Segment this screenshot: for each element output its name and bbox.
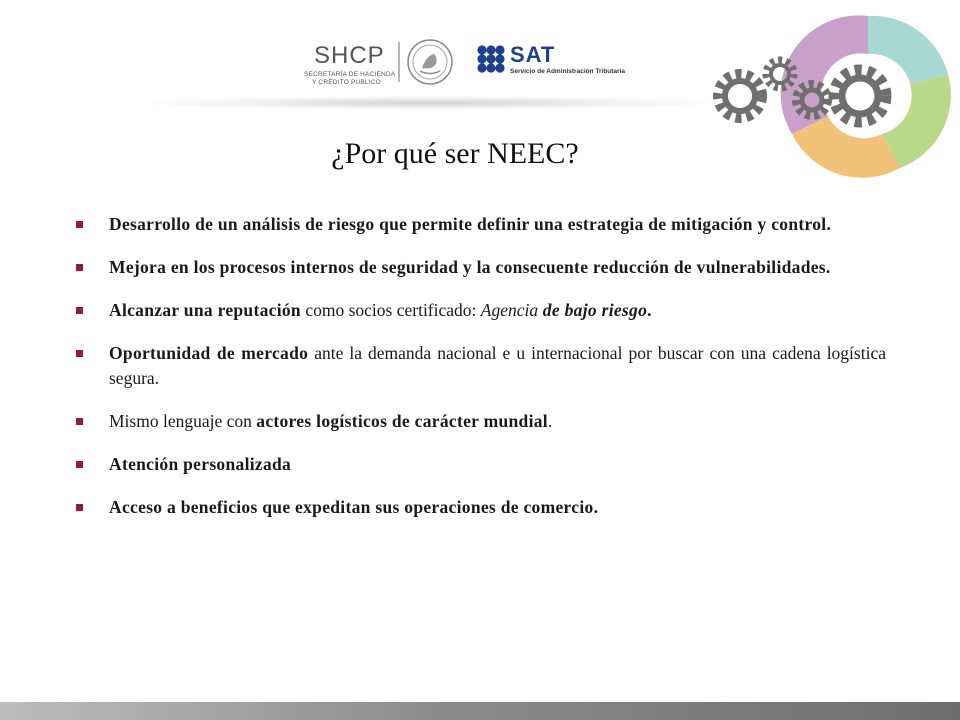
bullet-item — [72, 409, 886, 434]
sat-logo-subtitle: Servicio de Administración Tributaria — [510, 68, 625, 75]
sat-logo — [476, 44, 646, 78]
bullet-text: Atención personalizada — [109, 454, 292, 474]
shcp-logo-line1: SECRETARÍA DE HACIENDA — [304, 71, 396, 78]
bullet-marker-icon — [76, 264, 83, 271]
bullet-text: como socios certificado: — [300, 300, 481, 320]
slide-header — [0, 0, 960, 120]
bullet-marker-icon — [76, 350, 83, 357]
shcp-logo-line2: Y CRÉDITO PÚBLICO — [312, 79, 381, 86]
slide-title: ¿Por qué ser NEEC? — [331, 137, 579, 170]
bullet-text: Alcanzar una reputación — [109, 300, 301, 320]
bullet-text: Mejora en los procesos internos de seguridad y la consecuente reducción de vulnerabilidades. — [109, 257, 831, 277]
bullet-list — [72, 212, 886, 538]
bullet-item — [72, 452, 886, 477]
bullet-marker-icon — [76, 461, 83, 468]
bullet-marker-icon — [76, 221, 83, 228]
bullet-text: Oportunidad de mercado — [109, 343, 309, 363]
bullet-text: . — [647, 300, 652, 320]
sat-dots-icon — [476, 44, 506, 74]
bullet-item — [72, 212, 886, 237]
bullet-marker-icon — [76, 418, 83, 425]
bullet-text: de bajo riesgo — [538, 300, 648, 320]
bullet-text: Mismo lenguaje con — [109, 411, 257, 431]
bullet-text: Desarrollo de un análisis de riesgo que permite definir una estrategia de mitigación y control. — [109, 214, 832, 234]
shcp-logo — [300, 44, 400, 88]
bullet-item — [72, 341, 886, 391]
sat-logo-name: SAT — [510, 42, 556, 67]
bullet-text: Acceso a beneficios que expeditan sus operaciones de comercio. — [109, 497, 599, 517]
bullet-marker-icon — [76, 307, 83, 314]
logo-divider — [398, 42, 400, 82]
bullet-item — [72, 298, 886, 323]
bullet-text: ante la demanda nacional e u internacional por buscar con una cadena logística segura. — [109, 343, 886, 388]
bullet-text: actores logísticos de carácter mundial — [256, 411, 548, 431]
national-emblem-icon — [406, 38, 454, 86]
bullet-marker-icon — [76, 504, 83, 511]
bullet-item — [72, 255, 886, 280]
shcp-logo-name: SHCP — [314, 42, 385, 69]
bullet-text: . — [547, 411, 553, 431]
bullet-item — [72, 495, 886, 520]
bottom-bar — [0, 702, 960, 720]
header-shadow — [150, 96, 710, 110]
bullet-text: Agencia — [480, 300, 539, 320]
